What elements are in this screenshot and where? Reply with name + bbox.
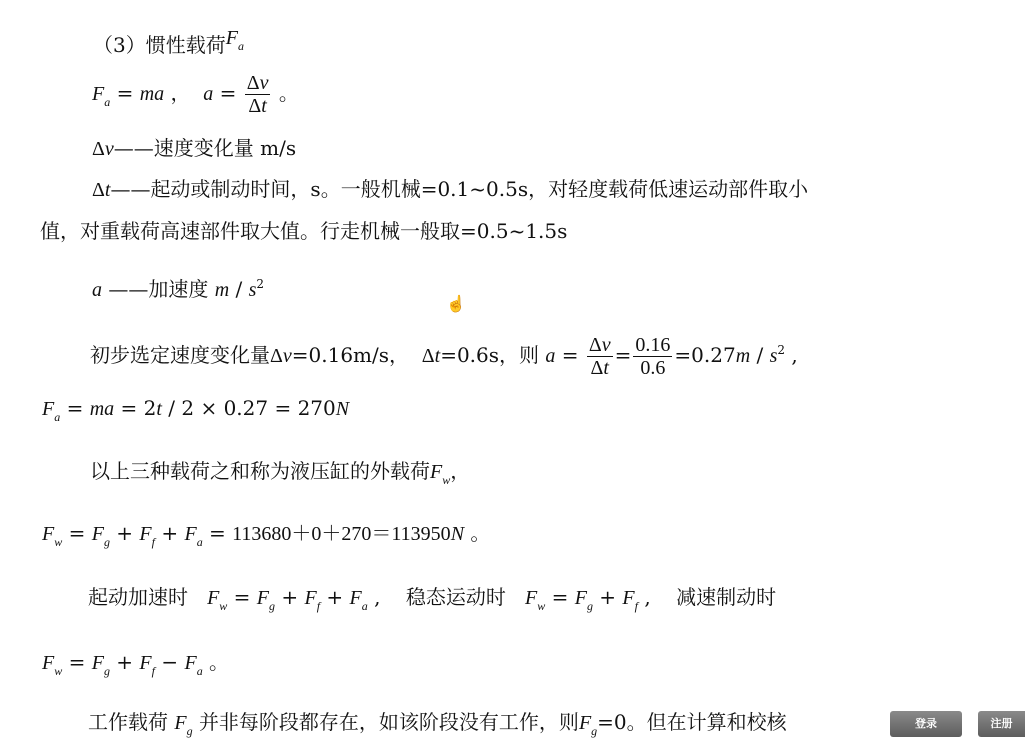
sum-sentence: 以上三种载荷之和称为液压缸的外载荷$F_w$， <box>90 459 471 487</box>
a-definition: a ——加速度 m / $s^2$ <box>92 277 265 301</box>
dv-definition: Δv——速度变化量 m/s <box>92 136 297 160</box>
formula-fa-ma: $F_a$ = ma ， a = $\frac{\Delta v}{\Delta t}$ 。 <box>92 72 299 117</box>
work-load-sentence: 工作载荷 $F_g$ 并非每阶段都存在，如该阶段没有工作，则$F_g=0$。但在计算和校核 <box>88 710 787 738</box>
formula-brake: $F_w = F_g + F_f - F_a$ 。 <box>42 650 230 678</box>
register-button[interactable]: 注册 <box>978 711 1025 737</box>
initial-selection: 初步选定速度变化量Δv=0.16m/s， Δt=0.6s，则 a = $\frac{\Delta v}{\Delta t}$ = $\frac{0.16}{0.6}$ $=0.27m / s^2$ , <box>90 334 798 379</box>
formula-fa-value: $F_a$ = ma = 2t / 2 × 0.27 = 270N <box>42 396 350 424</box>
phase-formulas: 起动加速时 $F_w = F_g + F_f + F_a$ , 稳态运动时 $F_w = F_g + F_f$ , 减速制动时 <box>88 585 777 613</box>
dt-definition: Δt——起动或制动时间，s。一般机械=0.1~0.5s，对轻度载荷低速运动部件取小 <box>92 177 809 201</box>
section-heading: （3）惯性载荷$F_a$ <box>93 27 244 57</box>
hand-cursor-icon: ☝ <box>446 294 466 313</box>
formula-fw: $F_w = F_g + F_f + F_a = 113680+0+270=113950N$ 。 <box>42 521 491 549</box>
login-button[interactable]: 登录 <box>890 711 962 737</box>
dt-definition-cont: 值，对重载荷高速部件取大值。行走机械一般取=0.5~1.5s <box>40 219 568 243</box>
